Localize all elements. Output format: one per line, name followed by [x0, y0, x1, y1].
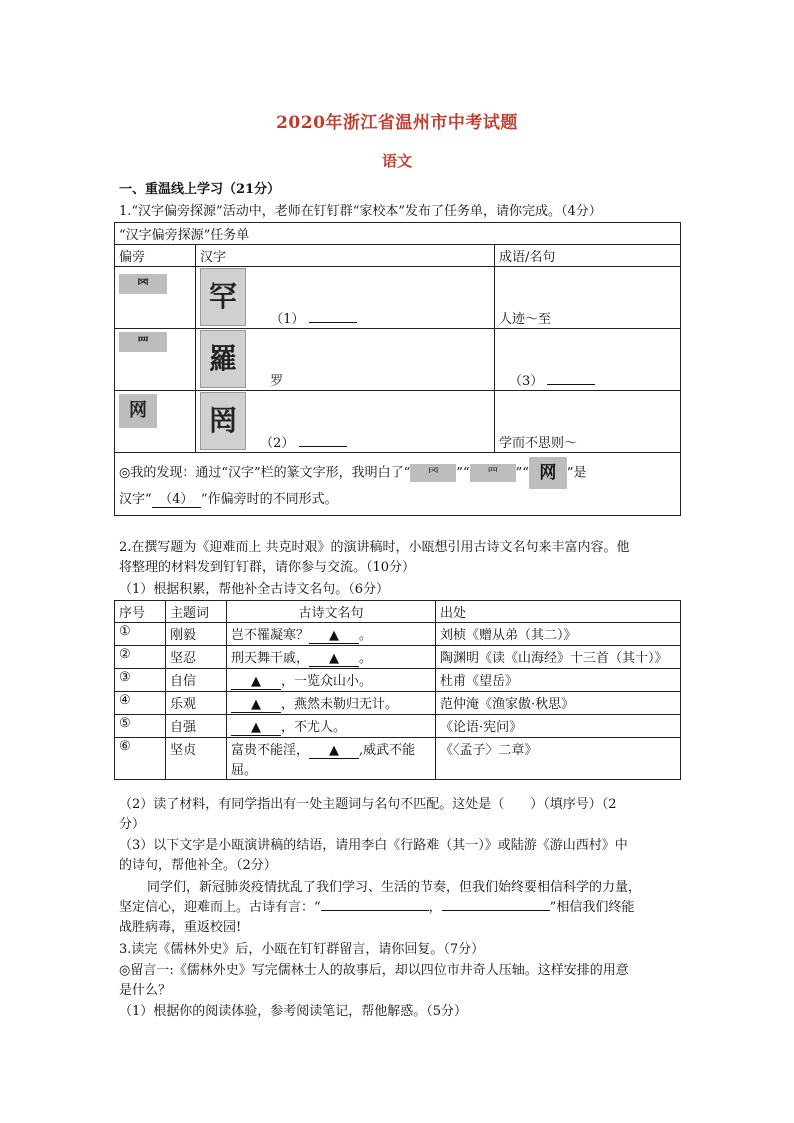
source-text: 杜甫《望岳》 — [436, 669, 681, 692]
row-number: ① — [115, 623, 166, 646]
poem-text: ，不尤人。 — [281, 720, 347, 735]
poem-text: 。 — [359, 651, 373, 666]
radical-seal-image: 网 — [119, 394, 157, 428]
answer-blank[interactable]: ▲ — [309, 628, 359, 644]
speech-text-part: ”相信我们终能 — [549, 900, 635, 915]
poem-text: ,威武不能屈。 — [231, 743, 416, 778]
theme-word: 乐观 — [166, 692, 227, 715]
question-2-sub2: 分） — [119, 817, 146, 832]
answer-blank[interactable] — [321, 898, 429, 911]
poem-text: 刑天舞干戚， — [231, 651, 310, 666]
subject-title: 语文 — [381, 152, 412, 170]
discovery-text: 汉字“ — [119, 492, 152, 507]
theme-word: 自信 — [166, 669, 227, 692]
col-header: 序号 — [115, 601, 166, 623]
theme-word: 坚忍 — [166, 646, 227, 669]
character-seal-image: 罕 — [200, 268, 246, 326]
table-row — [115, 329, 681, 391]
character-text: 罗 — [270, 374, 284, 389]
radical-seal-image: 罒 — [119, 332, 167, 352]
question-2-sub2: （2）读了材料，有同学指出有一处主题词与名句不匹配。这处是（ ）（填序号）（2 — [119, 797, 617, 812]
section-heading: 一、重温线上学习（21分） — [119, 182, 281, 197]
character-seal-image: 羅 — [200, 330, 246, 388]
poem-text: ，一览众山小。 — [281, 674, 373, 689]
table-row — [115, 646, 681, 669]
answer-blank[interactable] — [299, 434, 347, 447]
poem-text: ，燕然未勒归无计。 — [281, 697, 399, 712]
poem-text: 富贵不能淫， — [231, 743, 310, 758]
col-header: 主题词 — [166, 601, 227, 623]
speech-text-part: 坚定信心，迎难而上。古诗有言：“ — [119, 900, 321, 915]
discovery-text: ◎我的发现：通过“汉字”栏的篆文字形，我明白了“ — [119, 465, 411, 481]
col-header-phrase: 成语/名句 — [495, 245, 681, 267]
blank-label: （3） — [509, 374, 544, 389]
discovery-text: ”作偏旁时的不同形式。 — [200, 492, 338, 507]
speech-text: 同学们，新冠肺炎疫情扰乱了我们学习、生活的节奏，但我们始终要相信科学的力量， — [147, 880, 642, 895]
col-header-char: 汉字 — [196, 245, 495, 267]
table-row — [115, 715, 681, 738]
theme-word: 坚贞 — [166, 738, 227, 780]
col-header: 古诗文名句 — [227, 601, 436, 623]
table-row — [115, 738, 681, 780]
answer-blank[interactable] — [547, 372, 595, 385]
answer-blank[interactable]: ▲ — [309, 743, 359, 759]
source-text: 陶渊明《读《山海经》十三首（其十）》 — [436, 646, 681, 669]
question-2-sub1: （1）根据积累，帮他补全古诗文名句。（6分） — [119, 582, 390, 597]
source-text: 《论语·宪问》 — [436, 715, 681, 738]
answer-blank[interactable] — [309, 310, 357, 323]
col-header-radical: 偏旁 — [115, 245, 196, 267]
answer-blank[interactable]: ▲ — [309, 651, 359, 667]
answer-blank[interactable]: ▲ — [231, 674, 281, 690]
poem-text: 。 — [359, 628, 373, 643]
poem-table — [114, 600, 681, 780]
table-row — [115, 623, 681, 646]
source-text: 《〈孟子〉二章》 — [436, 738, 681, 780]
blank-label: （2） — [260, 436, 295, 451]
radical-seal-image: 罓 — [410, 464, 456, 482]
discovery-text: ”“ — [456, 465, 470, 481]
table-caption: “汉字偏旁探源”任务单 — [115, 223, 681, 245]
radical-seal-image: 网 — [529, 457, 567, 489]
question-2-sub3: （3）以下文字是小瓯演讲稿的结语，请用李白《行路难（其一）》或陆游《游山西村》中 — [119, 838, 628, 853]
table-row — [115, 669, 681, 692]
theme-word: 刚毅 — [166, 623, 227, 646]
row-number: ④ — [115, 692, 166, 715]
radical-seal-image: 罒 — [470, 464, 516, 482]
col-header: 出处 — [436, 601, 681, 623]
phrase-cell: 学而不思则～ — [495, 391, 681, 453]
question-3-text: 3.读完《儒林外史》后，小瓯在钉钉群留言，请你回复。（7分） — [119, 942, 485, 957]
question-2-sub3: 的诗句，帮他补全。（2分） — [119, 858, 277, 873]
discovery-text: ”“ — [515, 465, 529, 481]
answer-blank[interactable] — [442, 898, 550, 911]
speech-text — [119, 898, 679, 918]
character-seal-image: 罔 — [200, 392, 246, 450]
table-row — [115, 267, 681, 329]
row-number: ② — [115, 646, 166, 669]
speech-text-part: ， — [428, 900, 442, 915]
poem-text: 岂不罹凝寒？ — [231, 628, 310, 643]
row-number: ⑥ — [115, 738, 166, 780]
row-number: ⑤ — [115, 715, 166, 738]
question-2-text: 2.在撰写题为《迎难而上 共克时艰》的演讲稿时，小瓯想引用古诗文名句来丰富内容。他 — [119, 540, 630, 555]
discovery-cell — [115, 453, 681, 516]
question-3-sub1: （1）根据你的阅读体验，参考阅读笔记，帮他解惑。（5分） — [119, 1004, 468, 1019]
row-number: ③ — [115, 669, 166, 692]
speech-text: 战胜病毒，重返校园! — [119, 920, 242, 935]
discovery-text: ”是 — [566, 465, 587, 481]
answer-blank[interactable]: ▲ — [231, 720, 281, 736]
theme-word: 自强 — [166, 715, 227, 738]
table-row — [115, 692, 681, 715]
answer-blank-4[interactable]: （4） — [152, 492, 201, 508]
answer-blank[interactable]: ▲ — [231, 697, 281, 713]
page-title: 2020年浙江省温州市中考试题 — [276, 113, 518, 133]
question-1-text: 1.“汉字偏旁探源”活动中，老师在钉钉群“家校本”发布了任务单，请你完成。（4分） — [119, 204, 602, 219]
phrase-cell: 人迹～至 — [495, 267, 681, 329]
radical-task-table — [114, 222, 681, 516]
source-text: 刘桢《赠从弟（其二）》 — [436, 623, 681, 646]
radical-seal-image: 罓 — [119, 274, 167, 294]
question-2-text: 将整理的材料发到钉钉群，请你参与交流。（10分） — [119, 560, 416, 575]
source-text: 范仲淹《渔家傲·秋思》 — [436, 692, 681, 715]
blank-label: （1） — [270, 312, 305, 327]
question-3-text: ◎留言一:《儒林外史》写完儒林士人的故事后，却以四位市井奇人压轴。这样安排的用意 — [119, 963, 629, 978]
question-3-text: 是什么？ — [119, 983, 172, 998]
table-row — [115, 391, 681, 453]
